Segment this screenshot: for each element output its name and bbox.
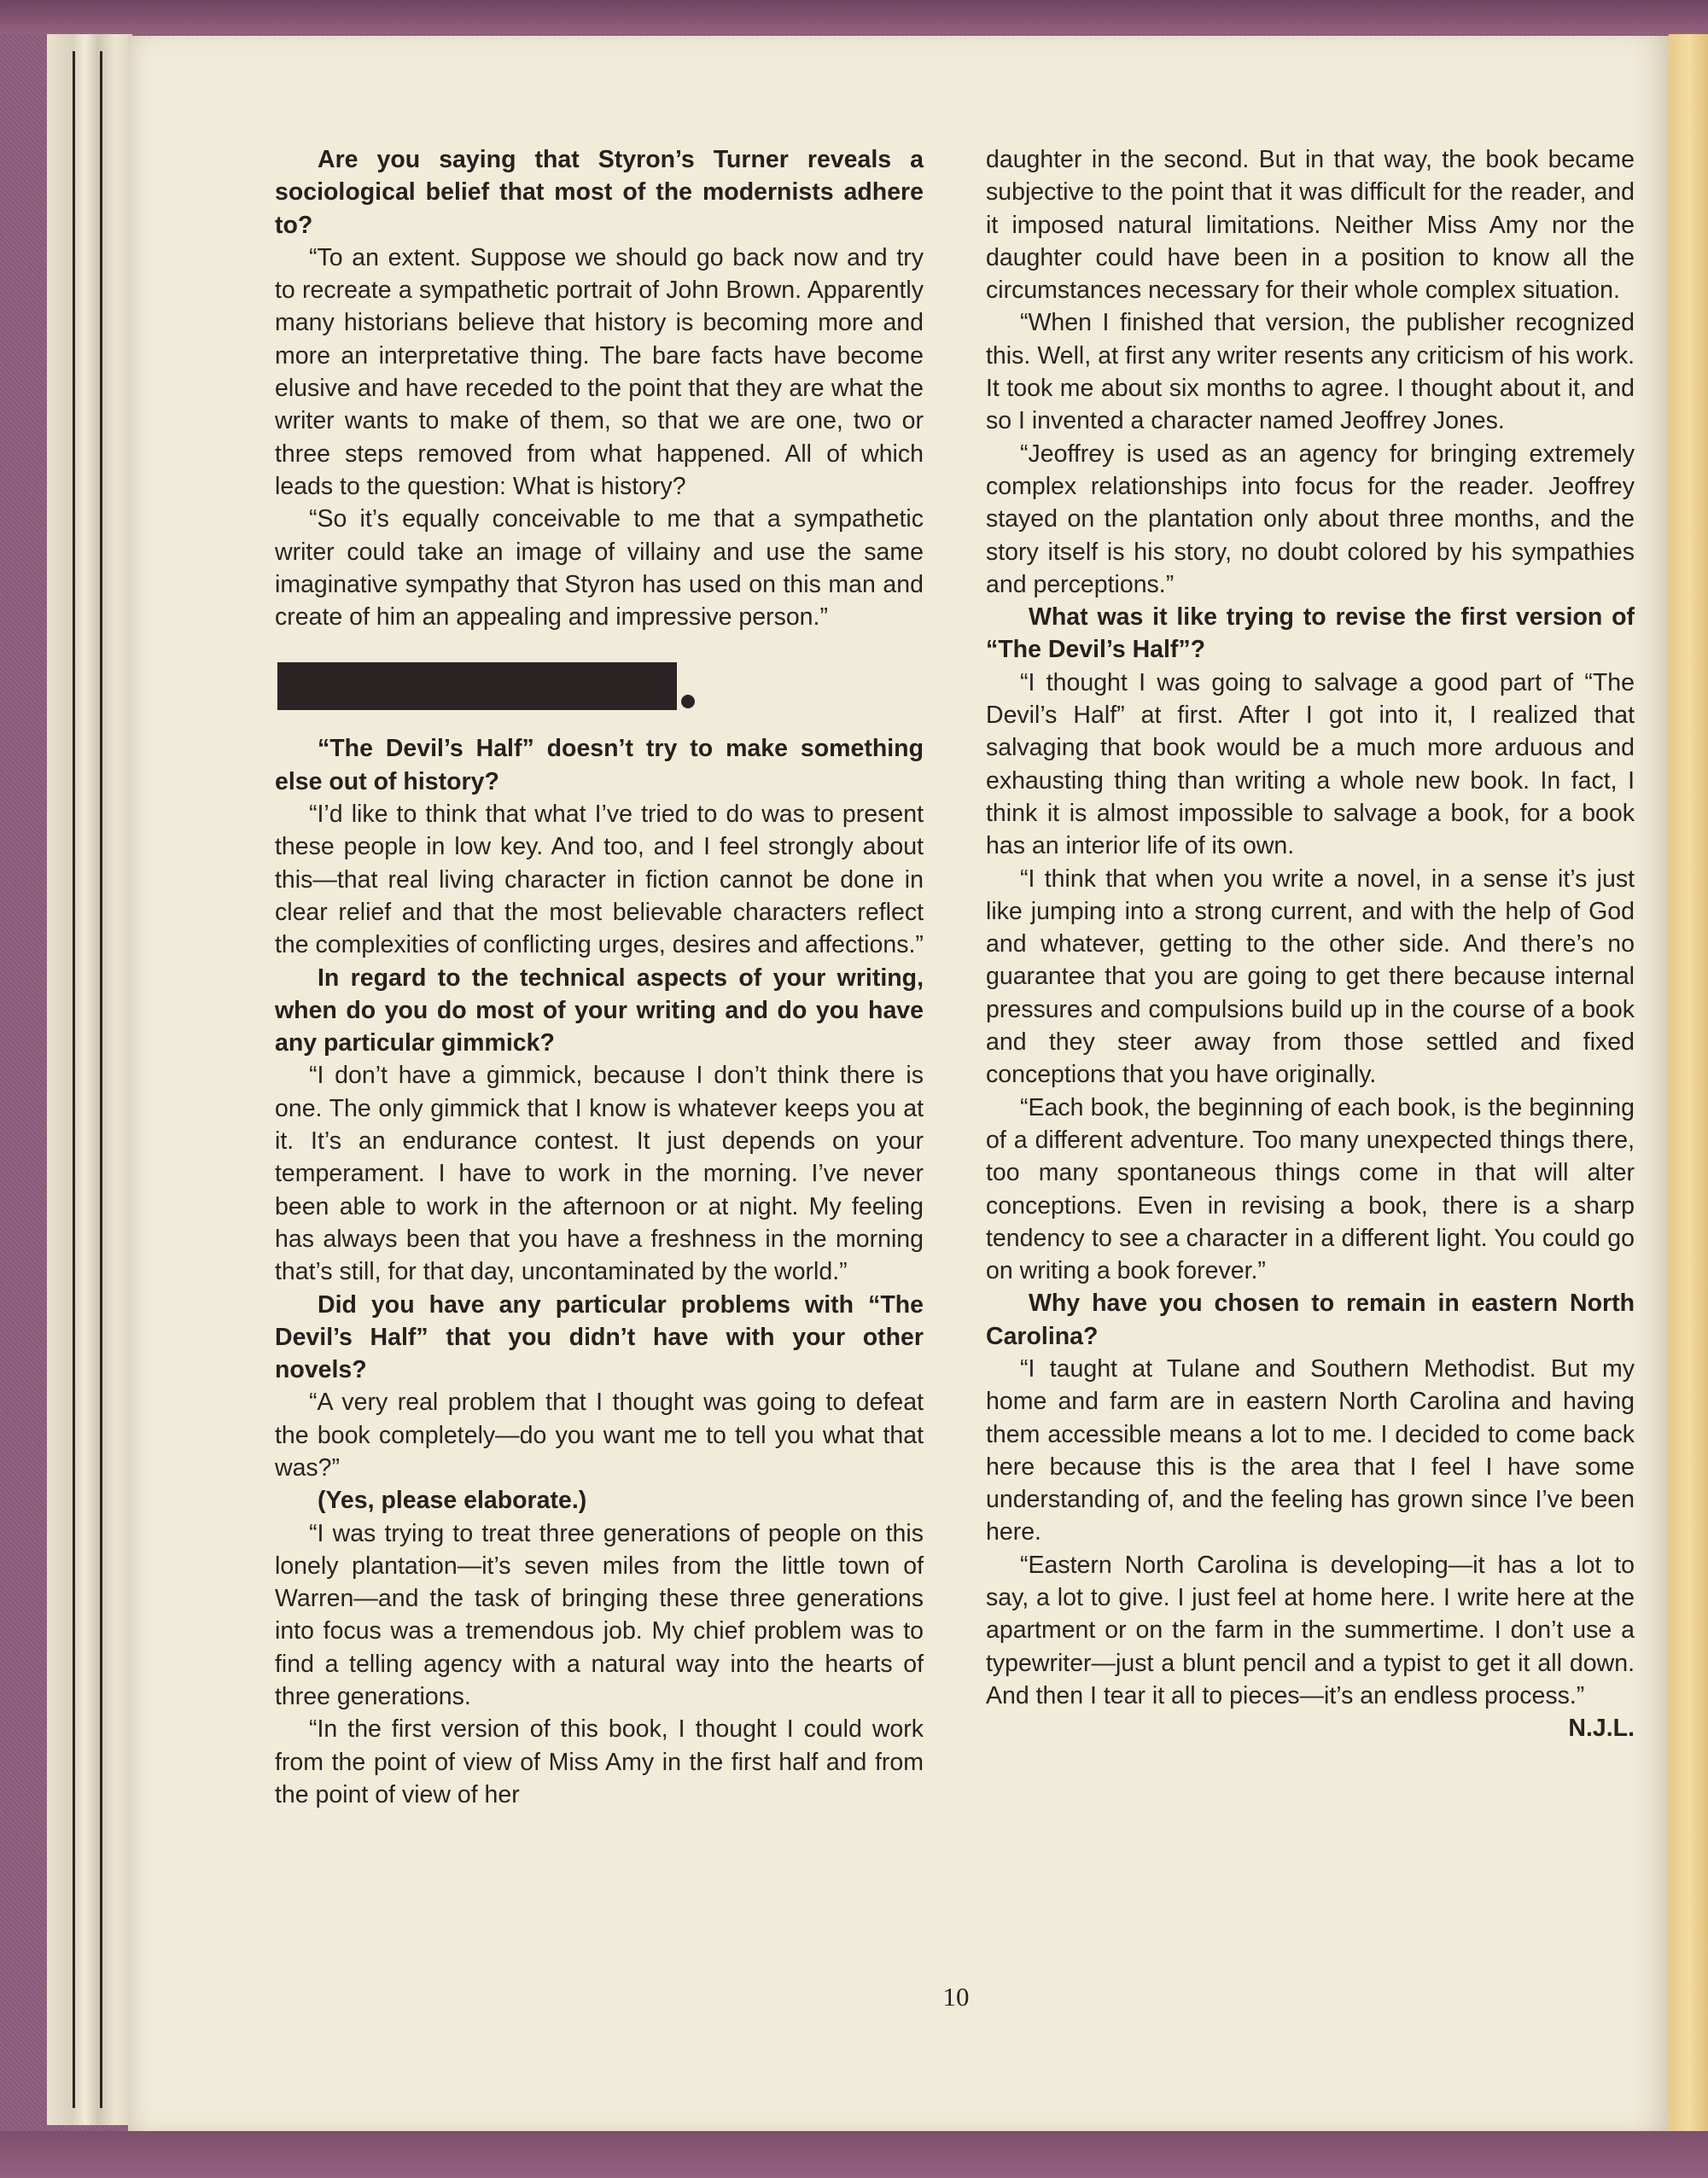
divider-bar <box>277 662 677 710</box>
interview-question: In regard to the technical aspects of your writing, when do you do most of your writing and do you have any particular gimmick? <box>275 964 924 1057</box>
page-number: 10 <box>942 1982 970 2012</box>
divider-dot <box>681 695 695 708</box>
answer-paragraph: “I think that when you write a novel, in a sense it’s just like jumping into a strong current, and with the help of God and whatever, getting to the other side. And there’s no guarantee that you are going to get there because internal pressures and compulsions build up in the course of a book and they steer away from those settled and fixed conceptions that you have originally. <box>986 865 1635 1089</box>
interview-question: Are you saying that Styron’s Turner reveals a sociological belief that most of the modernists adhere to? <box>275 146 924 239</box>
answer-paragraph: “I’d like to think that what I’ve tried to do was to present these people in low key. And too, and I feel strongly about this—that real living character in fiction cannot be done in clear relief and that the most believable characters reflect the complexities of conflicting urges, desires and affections.” <box>275 801 924 959</box>
page-stack-edge <box>47 34 132 2125</box>
answer-paragraph: “A very real problem that I thought was going to defeat the book completely—do you want me to tell you what that was?” <box>275 1389 924 1482</box>
page-stack-line <box>73 51 75 2108</box>
answer-paragraph: “I thought I was going to salvage a good part of “The Devil’s Half” at first. After I got into it, I realized that salvaging that book would be a much more arduous and exhausting thing than writing a whole new book. In fact, I think it is almost impossible to salvage a book, for a book has an interior life of its own. <box>986 668 1635 860</box>
interview-question: (Yes, please elaborate.) <box>318 1487 587 1515</box>
answer-paragraph: “I was trying to treat three generations of people on this lonely plantation—it’s seven miles from the little town of Warren—and the task of bringing these three generations into focus was a tremendous job. My chief problem was to find a telling agency with a natural way into the hearts of three generations. <box>275 1519 924 1711</box>
cover-top-edge <box>0 0 1708 34</box>
answer-paragraph: “Eastern North Carolina is developing—it has a lot to say, a lot to give. I just feel at home here. I write here at the apartment or on the farm in the summertime. I don’t use a typewriter—just a blunt pencil and a typist to get it all down. And then I tear it all to pieces—it’s an endless process.” <box>986 1551 1635 1709</box>
answer-paragraph: “I taught at Tulane and Southern Methodist. But my home and farm are in eastern North Carolina and having them accessible means a lot to me. I decided to come back here because this is the area that I feel I have some understanding of, and the feeling has grown since I’ve been here. <box>986 1354 1635 1546</box>
answer-paragraph: “Each book, the beginning of each book, is the beginning of a different adventure. Too many unexpected things there, too many spontaneous things come in that will alter conceptions. Even in revising a book, there is a sharp tendency to see a character in a different light. You could go on writing a book forever.” <box>986 1093 1635 1285</box>
section-divider <box>275 633 924 732</box>
facing-page-edge <box>1669 34 1708 2134</box>
interview-question: Did you have any particular problems with “The Devil’s Half” that you didn’t have with your other novels? <box>275 1290 924 1384</box>
interview-question: “The Devil’s Half” doesn’t try to make something else out of history? <box>275 735 924 795</box>
answer-paragraph-continued: daughter in the second. But in that way, the book became subjective to the point that it was difficult for the reader, and it imposed natural limitations. Neither Miss Amy nor the daughter could have been in a position to know all the circumstances necessary for their whole complex situation. <box>986 146 1635 305</box>
answer-paragraph: “I don’t have a gimmick, because I don’t think there is one. The only gimmick that I know is whatever keeps you at it. It’s an endurance contest. It just depends on your temperament. I have to work in the morning. I’ve never been able to work in the afternoon or at night. My feeling has always been that you have a freshness in the morning that’s still, for that day, uncontaminated by the world.” <box>275 1062 924 1286</box>
answer-paragraph: “So it’s equally conceivable to me that a sympathetic writer could take an image of villainy and use the same imaginative sympathy that Styron has used on this man and create of him an appealing and impressive person.” <box>275 505 924 632</box>
page-stack-line <box>100 51 102 2108</box>
interview-question: What was it like trying to revise the first version of “The Devil’s Half”? <box>986 603 1635 664</box>
answer-paragraph: “In the first version of this book, I thought I could work from the point of view of Miss Amy in the first half and from the point of view of her <box>275 1715 924 1808</box>
answer-paragraph: “To an extent. Suppose we should go back now and try to recreate a sympathetic portrait of John Brown. Apparently many historians believe that history is becoming more and more an interpretative thing. The bare facts have become elusive and have receded to the point that they are what the writer wants to make of them, so that we are one, two or three steps removed from what happened. All of which leads to the question: What is history? <box>275 243 924 500</box>
answer-paragraph: “Jeoffrey is used as an agency for bringing extremely complex relationships into focus for the reader. Jeoffrey stayed on the plantation only about three months, and the story itself is his story, no doubt colored by his sympathies and perceptions.” <box>986 440 1635 598</box>
cover-bottom-edge <box>0 2131 1708 2178</box>
interview-question: Why have you chosen to remain in eastern North Carolina? <box>986 1290 1635 1350</box>
author-initials: N.J.L. <box>1568 1715 1635 1743</box>
answer-paragraph: “When I finished that version, the publisher recognized this. Well, at first any writer resents any criticism of his work. It took me about six months to agree. I thought about it, and so I invented a character named Jeoffrey Jones. <box>986 309 1635 435</box>
article-column-right <box>986 143 1635 1745</box>
article-column-left <box>275 143 924 1811</box>
